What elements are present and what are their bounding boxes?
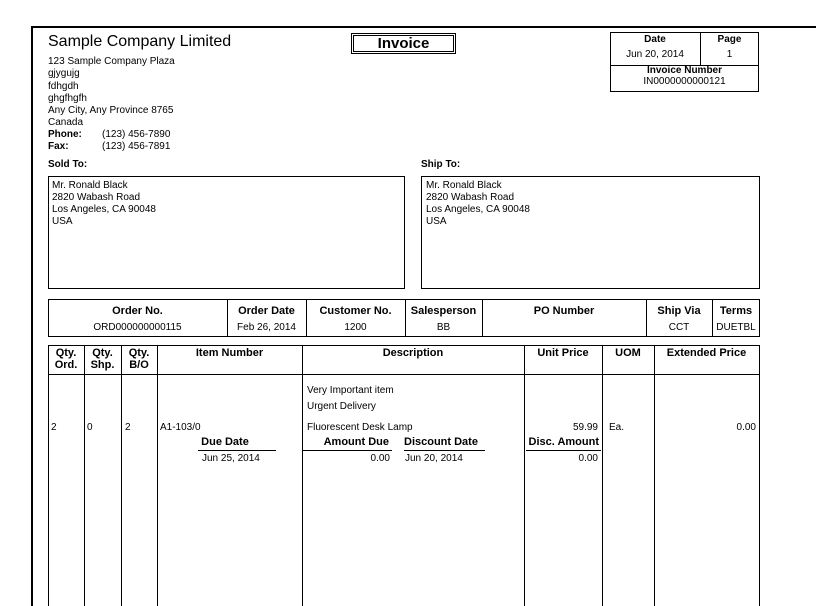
uom-header: UOM [615,347,641,359]
row-uom: Ea. [609,422,625,433]
ship-to-line: Mr. Ronald Black [426,180,502,191]
invoice-number: IN0000000000121 [643,76,726,87]
sold-to-line: Los Angeles, CA 90048 [52,204,156,215]
sold-to-line: USA [52,216,73,227]
po-number-header: PO Number [533,305,595,317]
customer-no-value: 1200 [344,322,367,333]
extended-price-header: Extended Price [666,347,747,359]
due-date-value: Jun 25, 2014 [202,453,260,464]
disc-amount-label: Disc. Amount [528,436,599,448]
order-date-header: Order Date [238,305,295,317]
salesperson-value: BB [436,322,451,333]
ship-to-line: Los Angeles, CA 90048 [426,204,530,215]
invoice-date: Jun 20, 2014 [626,49,684,60]
divider [759,345,760,606]
row-qty-shp: 0 [87,422,93,433]
divider [198,450,276,451]
company-address-line: 123 Sample Company Plaza [48,56,175,67]
sold-to-label: Sold To: [48,159,88,170]
phone-label: Phone: [48,129,82,140]
discount-date-value: Jun 20, 2014 [405,453,463,464]
divider [48,345,49,606]
page-number: 1 [726,49,733,60]
company-address-line: fdhgdh [48,81,79,92]
row-qty-ord: 2 [51,422,57,433]
divider [524,345,525,606]
terms-value: DUETBL [716,322,756,333]
due-date-label: Due Date [201,436,249,448]
fax-number: (123) 456-7891 [102,141,171,152]
row-item-number: A1-103/0 [160,422,201,433]
order-no-value: ORD000000000115 [93,322,182,333]
divider [302,450,392,451]
unit-price-header: Unit Price [537,347,589,359]
item-note: Very Important item [307,385,394,396]
document-title-box [351,33,456,54]
order-date-value: Feb 26, 2014 [237,322,296,333]
company-address-line: ghgfhgfh [48,93,87,104]
invoice-number-label: Invoice Number [646,65,723,76]
salesperson-header: Salesperson [410,305,477,317]
row-extended-price: 0.00 [736,422,756,433]
row-unit-price: 59.99 [572,422,598,433]
divider [84,345,85,606]
sold-to-line: Mr. Ronald Black [52,180,128,191]
item-note: Urgent Delivery [307,401,376,412]
divider [602,345,603,606]
divider [157,345,158,606]
amount-due-value: 0.00 [370,453,390,464]
divider [654,345,655,606]
customer-no-header: Customer No. [319,305,392,317]
description-header: Description [382,347,444,359]
qty-shp-header: Qty. Shp. [90,347,115,371]
divider [404,450,485,451]
divider [526,450,601,451]
ship-to-label: Ship To: [421,159,461,170]
ship-via-value: CCT [668,322,690,333]
company-address-line: Canada [48,117,84,128]
row-qty-bo: 2 [125,422,131,433]
company-address-line: Any City, Any Province 8765 [48,105,174,116]
ship-via-header: Ship Via [657,305,701,317]
terms-header: Terms [719,305,753,317]
qty-bo-header: Qty. B/O [128,347,150,371]
sold-to-line: 2820 Wabash Road [52,192,141,203]
divider [121,345,122,606]
document-title: Invoice [353,35,454,52]
ship-to-line: USA [426,216,447,227]
date-label: Date [644,34,666,45]
order-no-header: Order No. [112,305,163,317]
disc-amount-value: 0.00 [578,453,598,464]
company-address-line: gjygujg [48,68,80,79]
item-number-header: Item Number [195,347,264,359]
row-description: Fluorescent Desk Lamp [307,422,413,433]
fax-label: Fax: [48,141,69,152]
amount-due-label: Amount Due [323,436,389,448]
page-label: Page [717,34,742,45]
company-name: Sample Company Limited [48,33,232,50]
phone-number: (123) 456-7890 [102,129,171,140]
discount-date-label: Discount Date [404,436,478,448]
divider [302,345,303,606]
ship-to-line: 2820 Wabash Road [426,192,515,203]
qty-ord-header: Qty. Ord. [54,347,78,371]
